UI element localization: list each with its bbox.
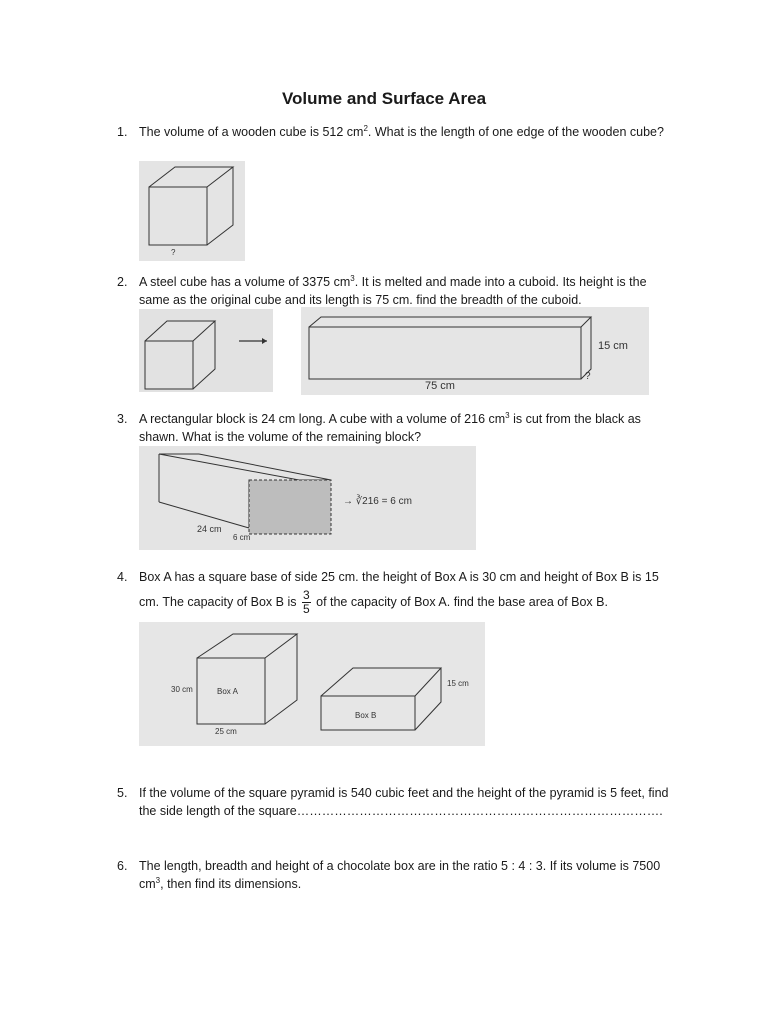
question-text: The volume of a wooden cube is 512 $cm^2$. What is the length of one edge of the wooden cube? [139,124,664,139]
question-4 [117,568,677,616]
box-a-label: Box A [217,687,238,696]
question-number: 1. [117,125,128,139]
cube-figure [139,161,245,261]
cuboid-figure [301,307,649,395]
question-3 [117,410,677,446]
cube-root-note: → ∛216 = 6 cm [343,496,412,507]
box-b-label: Box B [355,711,377,720]
block-figure [139,446,476,550]
cut-label: 6 cm [233,533,251,542]
question-number: 5. [117,786,128,800]
height-label: 15 cm [598,340,628,352]
question-5 [117,784,677,820]
boxes-figure [139,622,485,746]
breadth-label: ? [585,371,591,382]
side-a-label: 25 cm [215,727,237,736]
height-b-label: 15 cm [447,679,469,688]
height-a-label: 30 cm [171,685,193,694]
question-6 [117,857,677,893]
length-label: 24 cm [197,524,222,534]
question-number: 2. [117,275,128,289]
question-number: 4. [117,570,128,584]
edge-label: ? [171,248,176,257]
question-number: 6. [117,859,128,873]
question-text: The length, breadth and height of a chocolate box are in the ratio 5 : 4 : 3. If its volume is 7500 $cm^3$, then find its dimensions. [139,859,661,891]
question-text: Box A has a square base of side 25 cm. the height of Box A is 30 cm and height of Box B is 15 cm. The capacity of Box B is $\frac{3}{5}$ of the capacity of Box A. find the base area of Box B. [139,570,659,616]
fraction: $\frac{3}{5}$ [302,588,310,616]
steel-cube-figure [139,309,273,392]
question-text: A rectangular block is 24 cm long. A cube with a volume of 216 $cm^3$ is cut from the black as shawn. What is the volume of the remaining block? [139,411,641,444]
question-number: 3. [117,412,128,426]
length-label: 75 cm [425,380,455,392]
question-text: If the volume of the square pyramid is 540 cubic feet and the height of the pyramid is 5 feet, find the side length of the square……………………………………………………………………………. [139,786,669,818]
question-2 [117,273,677,309]
question-text: A steel cube has a volume of 3375 $cm^3$. It is melted and made into a cuboid. Its height is the same as the original cube and its length is 75 cm. find the breadth of the cuboid. [139,274,647,307]
page-title: Volume and Surface Area [281,89,487,108]
question-1 [117,123,677,141]
